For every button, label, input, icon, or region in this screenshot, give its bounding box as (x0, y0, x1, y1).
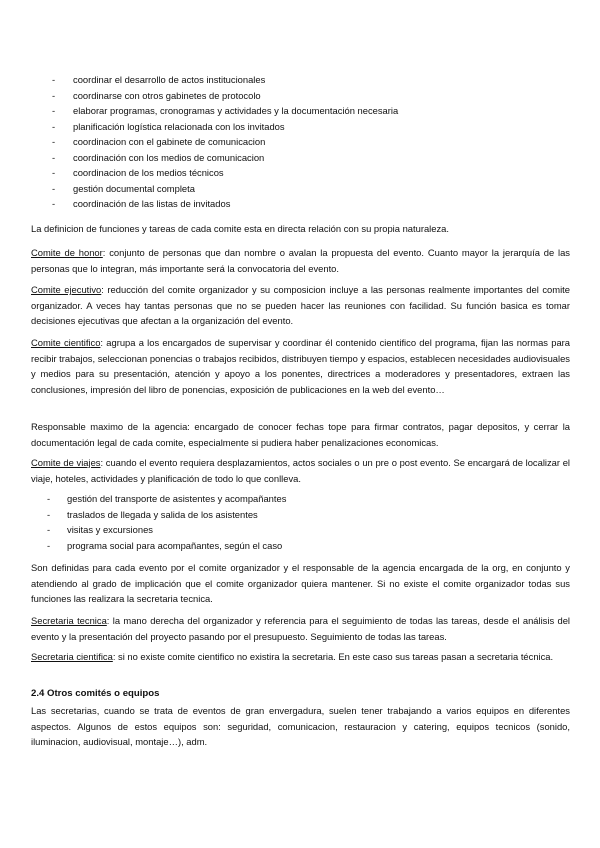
paragraph-secretaria-tecnica: Secretaria tecnica: la mano derecha del organizador y referencia para el seguimiento de todas las tareas, desde el análisis del evento y la presentación del proyecto pasando por el presupuesto. Seguimiento de todas las tareas. (31, 615, 571, 642)
paragraph-responsable: Responsable maximo de la agencia: encargado de conocer fechas tope para firmar contratos, pagar depositos, y cerrar la documentación legal de cada comite, especialmente si pudiera haber penalizaciones economicas. (31, 421, 570, 448)
paragraph-definidas: Son definidas para cada evento por el comite organizador y el responsable de la agencia encargada de la org, en conjunto y atendiendo al grado de implicación que el comite organizador quiera mantener. Si no existe el comite organizador todas sus funciones las realizara la secretaria tecnica. (31, 562, 570, 605)
term-comite-honor: Comite de honor (31, 247, 103, 258)
document-page: - coordinar el desarrollo de actos institucionales - coordinarse con otros gabinetes de protocolo - elaborar programas, cronogramas y actividades y la documentación necesaria - planificación logística relacionada con los invitados - coordinacion con el gabinete de comunicacion - coordinación con los medios de comunicacion - coordinacion de los medios técnicos - gestión documental completa - coordinación de las listas de invitados La definicion de funciones y tareas de cada comite esta en directa relación con su propia naturaleza. Comite de honor: conjunto de personas que dan nombre o avalan la propuesta del evento. Cuanto mayor la jerarquía de las personas que lo integran, más importante será la convocatoria del evento. Comite ejecutivo: reducción del comite organizador y su composicion incluye a las personas realmente importantes del comite organizador. A veces hay tantas personas que no se pueden hacer las reuniones con facilidad. Su función basica es tomar decisiones ejecutivas que afectan a la organización del evento. Comite cientifico: agrupa a los encargados de supervisar y coordinar él contenido cientifico del programa, fijan las normas para recibir trabajos, seleccionan ponencias o trabajos recibidos, distribuyen tiempo y espacios, establecen necesidades audiovisuales y medios para su presentación, atención y apoyo a los ponentes, directrices a moderadores y presentadores, extraen las conclusiones, impresión del libro de ponencias, exposición de publicaciones en la web del evento… Responsable maximo de la agencia: encargado de conocer fechas tope para firmar contratos, pagar depositos, y cerrar la documentación legal de cada comite, especialmente si pudiera haber penalizaciones economicas. Comite de viajes: cuando el evento requiera desplazamientos, actos sociales o un pre o post evento. Se encargará de localizar el viaje, hoteles, actividades y planificación de todo lo que conlleva. - gestión del transporte de asistentes y acompañantes - traslados de llegada y salida de los asistentes - visitas y excursiones - programa social para acompañantes, según el caso Son definidas para cada evento por el comite organizador y el responsable de la agencia encargada de la org, en conjunto y atendiendo al grado de implicación que el comite organizador quiera mantener. Si no existe el comite organizador todas sus funciones las realizara la secretaria tecnica. Secretaria tecnica: la mano derecha del organizador y referencia para el seguimiento de todas las tareas, desde el análisis del evento y la presentación del proyecto pasando por el presupuesto. Seguimiento de todas las tareas. Secretaria cientifica: si no existe comite cientifico no existira la secretaria. En este caso sus tareas pasan a secretaria técnica. 2.4 Otros comités o equipos Las secretarias, cuando se trata de eventos de gran envergadura, suelen tener trabajando a varios equipos en diferentes aspectos. Algunos de estos equipos son: seguridad, comunicacion, restauracion y catering, equipos tecnicos (sonido, iluminacion, audiovisual, montaje…), adm. (0, 0, 600, 848)
paragraph-comite-honor: Comite de honor: conjunto de personas que dan nombre o avalan la propuesta del evento. Cuanto mayor la jerarquía de las personas que lo integran, más importante será la convocatoria del evento. (31, 247, 570, 274)
term-comite-viajes: Comite de viajes (31, 457, 101, 468)
section-heading: 2.4 Otros comités o equipos (31, 688, 160, 699)
paragraph-comite-ejecutivo: Comite ejecutivo: reducción del comite organizador y su composicion incluye a las personas realmente importantes del comite organizador. A veces hay tantas personas que no se pueden hacer las reuniones con facilidad. Su función basica es tomar decisiones ejecutivas que afectan a la organización del evento. (31, 284, 570, 327)
term-secretaria-cientifica: Secretaria cientifica (31, 651, 113, 662)
term-comite-cientifico: Comite cientifico (31, 337, 101, 348)
paragraph-comite-cientifico: Comite cientifico: agrupa a los encargados de supervisar y coordinar él contenido cientifico del programa, fijan las normas para recibir trabajos, seleccionan ponencias o trabajos recibidos, distribuyen tiempo y espacios, establecen necesidades audiovisuales y medios para su presentación, atención y apoyo a los ponentes, directrices a moderadores y presentadores, extraen las conclusiones, impresión del libro de ponencias, exposición de publicaciones en la web del evento… (31, 337, 570, 395)
paragraph-definicion: La definicion de funciones y tareas de cada comite esta en directa relación con su propia naturaleza. (31, 223, 449, 234)
paragraph-comite-viajes: Comite de viajes: cuando el evento requiera desplazamientos, actos sociales o un pre o post evento. Se encargará de localizar el viaje, hoteles, actividades y planificación de todo lo que conlleva. (31, 457, 570, 484)
paragraph-secretaria-cientifica: Secretaria cientifica: si no existe comite cientifico no existira la secretaria. En este caso sus tareas pasan a secretaria técnica. (31, 651, 554, 662)
term-secretaria-tecnica: Secretaria tecnica (31, 615, 107, 626)
paragraph-final: Las secretarias, cuando se trata de eventos de gran envergadura, suelen tener trabajando a varios equipos en diferentes aspectos. Algunos de estos equipos son: seguridad, comunicacion, restauracion y catering, equipos tecnicos (sonido, iluminacion, audiovisual, montaje…), adm. (31, 705, 570, 748)
term-comite-ejecutivo: Comite ejecutivo (31, 284, 102, 295)
